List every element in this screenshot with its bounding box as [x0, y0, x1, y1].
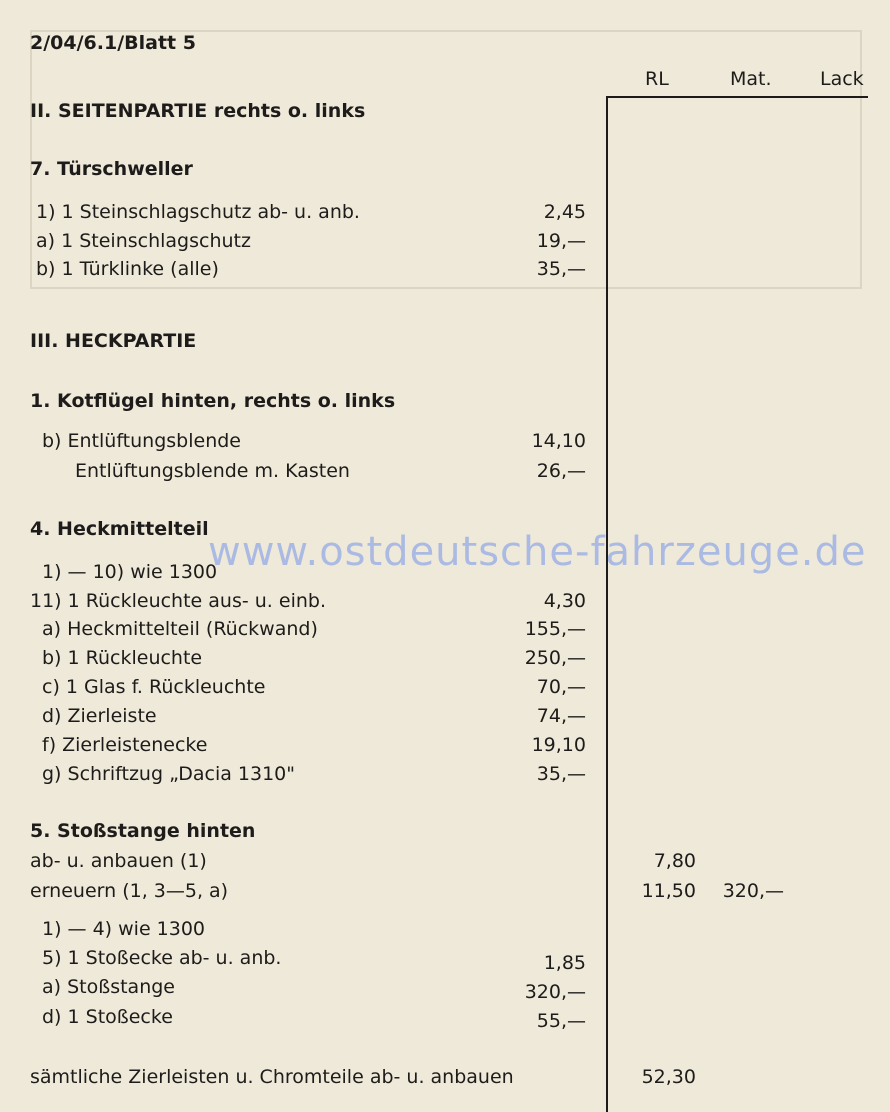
- labor-row-label: erneuern (1, 3—5, a): [30, 880, 229, 902]
- item-label: b) 1 Rückleuchte: [42, 647, 203, 669]
- section-heading: II. SEITENPARTIE rechts o. links: [30, 100, 366, 122]
- item-value: 4,30: [543, 590, 586, 612]
- item-value: 155,—: [524, 618, 586, 640]
- item-label: d) 1 Stoßecke: [42, 1006, 173, 1028]
- labor-row-label: ab- u. anbauen (1): [30, 850, 207, 872]
- mat-value: 320,—: [722, 880, 784, 902]
- watermark: www.ostdeutsche-fahrzeuge.de: [208, 529, 867, 575]
- column-divider: [606, 96, 608, 1112]
- item-label: a) 1 Steinschlagschutz: [36, 230, 251, 252]
- item-label: 1) 1 Steinschlagschutz ab- u. anb.: [36, 201, 360, 223]
- rl-value: 7,80: [653, 850, 696, 872]
- header-rule: [606, 96, 868, 98]
- item-value: 26,—: [536, 460, 586, 482]
- item-label: b) 1 Türklinke (alle): [36, 258, 219, 280]
- subsection-heading: 5. Stoßstange hinten: [30, 820, 256, 842]
- item-value: 74,—: [536, 705, 586, 727]
- item-value: 19,—: [536, 230, 586, 252]
- item-value: 250,—: [524, 647, 586, 669]
- item-value: 2,45: [543, 201, 586, 223]
- item-value: 1,85: [543, 952, 586, 974]
- item-label: 5) 1 Stoßecke ab- u. anb.: [42, 947, 282, 969]
- item-label: g) Schriftzug „Dacia 1310": [42, 763, 296, 785]
- subsection-heading: 7. Türschweller: [30, 158, 193, 180]
- item-value: 19,10: [531, 734, 586, 756]
- rl-value: 11,50: [641, 880, 696, 902]
- item-label: Entlüftungsblende m. Kasten: [75, 460, 350, 482]
- item-label: a) Heckmittelteil (Rückwand): [42, 618, 318, 640]
- subsection-heading: 4. Heckmittelteil: [30, 518, 209, 540]
- item-label: 1) — 4) wie 1300: [42, 918, 206, 940]
- column-header-lack: Lack: [820, 68, 864, 90]
- rl-value: 52,30: [641, 1066, 696, 1088]
- item-label: c) 1 Glas f. Rückleuchte: [42, 676, 266, 698]
- column-header-mat: Mat.: [730, 68, 772, 90]
- page-reference: 2/04/6.1/Blatt 5: [30, 32, 196, 54]
- item-label: 11) 1 Rückleuchte aus- u. einb.: [30, 590, 326, 612]
- subsection-heading: 1. Kotflügel hinten, rechts o. links: [30, 390, 396, 412]
- item-label: a) Stoßstange: [42, 976, 175, 998]
- labor-row-label: sämtliche Zierleisten u. Chromteile ab- u. anbauen: [30, 1066, 514, 1088]
- item-label: 1) — 10) wie 1300: [42, 561, 218, 583]
- item-value: 35,—: [536, 763, 586, 785]
- item-value: 14,10: [531, 430, 586, 452]
- column-header-rl: RL: [645, 68, 669, 90]
- item-label: f) Zierleistenecke: [42, 734, 208, 756]
- item-label: b) Entlüftungsblende: [42, 430, 241, 452]
- item-value: 320,—: [524, 981, 586, 1003]
- item-label: d) Zierleiste: [42, 705, 157, 727]
- section-heading: III. HECKPARTIE: [30, 330, 197, 352]
- item-value: 55,—: [536, 1010, 586, 1032]
- item-value: 35,—: [536, 258, 586, 280]
- item-value: 70,—: [536, 676, 586, 698]
